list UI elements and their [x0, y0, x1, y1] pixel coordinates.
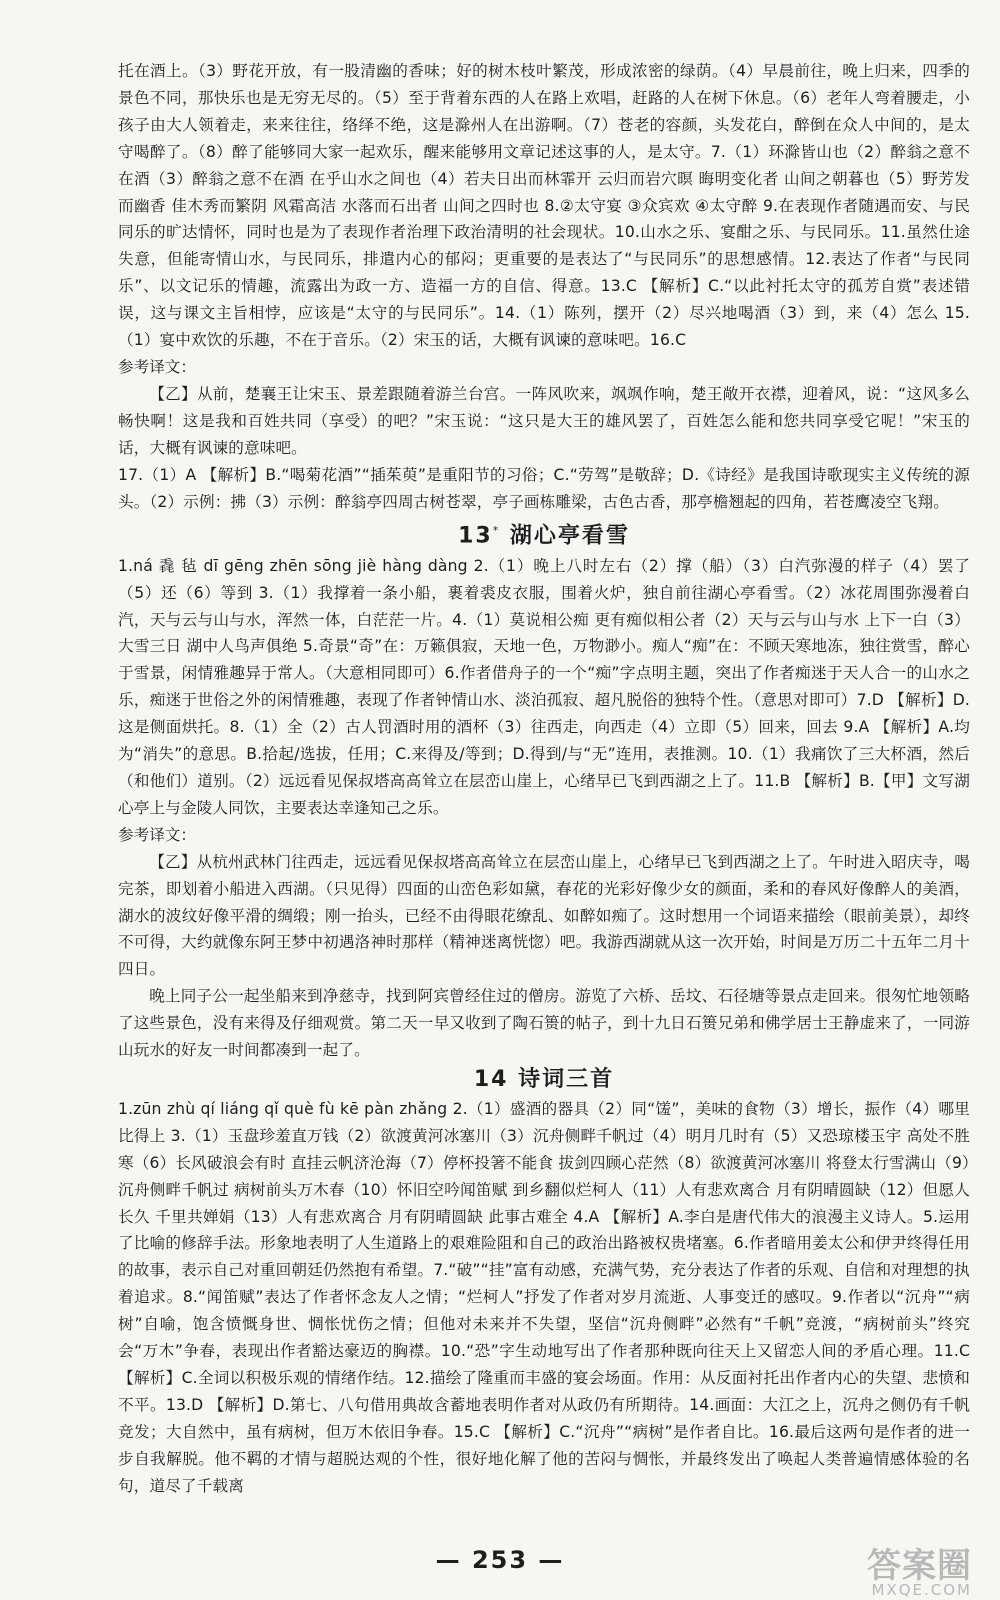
- answer-paragraph: 1.ná 毳 毡 dī gēng zhēn sōng jiè hàng dàng 2.（1）晚上八时左右（2）撑（船）（3）白汽弥漫的样子（4）罢了（5）还（6）等到 3.（1）我撑着一条小船，裹着裘皮衣服，围着火炉，独自前往湖心亭看雪。（2）冰花周围弥漫着白汽，天与云与山与水，浑然一体，白茫茫一片。4.（1）莫说相公痴 更有痴似相公者（2）天与云与山与水 上下一白（3）大雪三日 湖中人鸟声俱绝 5.奇景“奇”在：万籁俱寂，天地一色，万物渺小。痴人“痴”在：不顾天寒地冻，独往赏雪，醉心于雪景，闲情雅趣异于常人。（大意相同即可）6.作者借舟子的一个“痴”字点明主题，突出了作者痴迷于天人合一的山水之乐，痴迷于世俗之外的闲情雅趣，表现了作者钟情山水、淡泊孤寂、超凡脱俗的独特个性。（意思对即可）7.D 【解析】D.这是侧面烘托。8.（1）全（2）古人罚酒时用的酒杯（3）往西走，向西走（4）立即（5）回来，回去 9.A 【解析】A.均为“消失”的意思。B.拾起/选拔，任用；C.来得及/等到；D.得到/与“无”连用，表推测。10.（1）我痛饮了三大杯酒，然后（和他们）道别。（2）远远看见保叔塔高高耸立在层峦山崖上，心绪早已飞到西湖之上了。11.B 【解析】B.【甲】文写湖心亭上与金陵人同饮，主要表达幸逢知己之乐。: [118, 556, 970, 817]
- watermark-logo: 答案圈: [867, 1546, 972, 1586]
- page-number: — 253 —: [435, 1546, 565, 1574]
- watermark: [867, 1538, 972, 1599]
- lesson-13-heading: [118, 516, 970, 551]
- answer-paragraph: 托在酒上。（3）野花开放，有一股清幽的香味；好的树木枝叶繁茂，形成浓密的绿荫。（4）早晨前往，晚上归来，四季的景色不同，那快乐也是无穷无尽的。（5）至于背着东西的人在路上欢唱，赶路的人在树下休息。（6）老年人弯着腰走，小孩子由大人领着走，来来往往，络绎不绝，这是滁州人在出游啊。（7）苍老的容颜，头发花白，醉倒在众人中间的，是太守喝醉了。（8）醉了能够同大家一起欢乐，醒来能够用文章记述这事的人，是太守。7.（1）环滁皆山也（2）醉翁之意不在酒（3）醉翁之意不在酒 在乎山水之间也（4）若夫日出而林霏开 云归而岩穴暝 晦明变化者 山间之朝暮也（5）野芳发而幽香 佳木秀而繁阴 风霜高洁 水落而石出者 山间之四时也 8.②太守宴 ③众宾欢 ④太守醉 9.在表现作者随遇而安、与民同乐的旷达情怀，同时也是为了表现作者治理下政治清明的社会现状。10.山水之乐、宴酣之乐、与民同乐。11.虽然仕途失意，但能寄情山水，与民同乐，排遣内心的郁闷；更重要的是表达了“与民同乐”的思想感情。12.表达了作者“与民同乐”、以文记乐的情趣，流露出为政一方、造福一方的自信、得意。13.C 【解析】C.“以此衬托太守的孤芳自赏”表述错误，这与课文主旨相悖，应该是“太守的与民同乐”。14.（1）陈列，摆开（2）尽兴地喝酒（3）到，来（4）怎么 15.（1）宴中欢饮的乐趣，不在于音乐。（2）宋玉的话，大概有讽谏的意味吧。16.C: [118, 62, 970, 350]
- watermark-url: MXQE.COM: [871, 1581, 972, 1599]
- answer-paragraph: 1.zūn zhù qí liáng qǐ què fù kē pàn zhǎng 2.（1）盛酒的器具（2）同“馐”，美味的食物（3）增长，振作（4）哪里比得上 3.（1）玉盘珍羞直万钱（2）欲渡黄河冰塞川（3）沉舟侧畔千帆过（4）明月几时有（5）又恐琼楼玉宇 高处不胜寒（6）长风破浪会有时 直挂云帆济沧海（7）停杯投箸不能食 拔剑四顾心茫然（8）欲渡黄河冰塞川 将登太行雪满山（9）沉舟侧畔千帆过 病树前头万木春（10）怀旧空吟闻笛赋 到乡翻似烂柯人（11）人有悲欢离合 月有阴晴圆缺（12）但愿人长久 千里共婵娟（13）人有悲欢离合 月有阴晴圆缺 此事古难全 4.A 【解析】A.李白是唐代伟大的浪漫主义诗人。5.运用了比喻的修辞手法。形象地表明了人生道路上的艰难险阻和自己的政治出路被权贵堵塞。6.作者暗用姜太公和伊尹终得任用的故事，表示自己对重回朝廷仍然抱有希望。7.“破”“挂”富有动感，充满气势，充分表达了作者的乐观、自信和对理想的执着追求。8.“闻笛赋”表达了作者怀念友人之情；“烂柯人”抒发了作者对岁月流逝、人事变迁的感叹。9.作者以“沉舟”“病树”自喻，饱含愤慨身世、惆怅忧伤之情；但他对未来并不失望，坚信“沉舟侧畔”必然有“千帆”竞渡，“病树前头”终究会“万木”争春，表现出作者豁达豪迈的胸襟。10.“恐”字生动地写出了作者那种既向往天上又留恋人间的矛盾心理。11.C 【解析】C.全词以积极乐观的情绪作结。12.描绘了隆重而丰盛的宴会场面。作用：从反面衬托出作者内心的失望、悲愤和不平。13.D 【解析】D.第七、八句借用典故含蓄地表明作者对从政仍有所期待。14.画面：大江之上，沉舟之侧仍有千帆竞发；大自然中，虽有病树，但万木依旧争春。15.C 【解析】C.“沉舟”“病树”是作者自比。16.最后这两句是作者的进一步自我解脱。他不羁的才情与超脱达观的个性，很好地化解了他的苦闷与惆怅，并最终发出了唤起人类普遍情感体验的名句，道尽了千载离: [118, 1099, 970, 1495]
- lesson-title: 诗词三首: [518, 1066, 615, 1092]
- lesson-number: 13: [458, 523, 493, 549]
- lesson-title: 湖心亭看雪: [509, 523, 630, 549]
- lesson-mark: *: [492, 524, 501, 538]
- reference-translation-text: 【乙】从杭州武林门往西走，远远看见保叔塔高高耸立在层峦山崖上，心绪早已飞到西湖之上了。午时进入昭庆寺，喝完茶，即划着小船进入西湖。（只见得）四面的山峦色彩如黛，春花的光彩好像少女的颜面，柔和的春风好像醉人的美酒，湖水的波纹好像平滑的绸缎；刚一抬头，已经不由得眼花缭乱、如醉如痴了。这时想用一个词语来描绘（眼前美景），却终不可得，大约就像东阿王梦中初遇洛神时那样（精神迷离恍惚）吧。我游西湖就从这一次开始，时间是万历二十五年二月十四日。: [118, 852, 970, 979]
- reference-translation-text: 【乙】从前，楚襄王让宋玉、景差跟随着游兰台宫。一阵风吹来，飒飒作响，楚王敞开衣襟，迎着风，说：“这风多么畅快啊！这是我和百姓共同（享受）的吧？”宋玉说：“这只是大王的雄风罢了，百姓怎么能和您共同享受它呢！”宋玉的话，大概有讽谏的意味吧。: [118, 384, 970, 457]
- reference-translation-label: 参考译文：: [118, 357, 196, 376]
- lesson-number: 14: [473, 1066, 509, 1092]
- answer-paragraph: 17.（1）A 【解析】B.“喝菊花酒”“插茱萸”是重阳节的习俗；C.“劳驾”是敬辞；D.《诗经》是我国诗歌现实主义传统的源头。（2）示例：拂（3）示例：醉翁亭四周古树苍翠，亭子画栋雕梁，古色古香，那亭檐翘起的四角，若苍鹰凌空飞翔。: [118, 465, 970, 511]
- reference-translation-text: 晚上同子公一起坐船来到净慈寺，找到阿宾曾经住过的僧房。游览了六桥、岳坟、石径塘等景点走回来。很匆忙地领略了这些景色，没有来得及仔细观赏。第二天一早又收到了陶石篑的帖子，到十九日石篑兄弟和佛学居士王静虚来了，一同游山玩水的好友一时间都凑到一起了。: [118, 987, 970, 1060]
- lesson-14-heading: [118, 1065, 970, 1095]
- reference-translation-label: 参考译文：: [118, 825, 196, 844]
